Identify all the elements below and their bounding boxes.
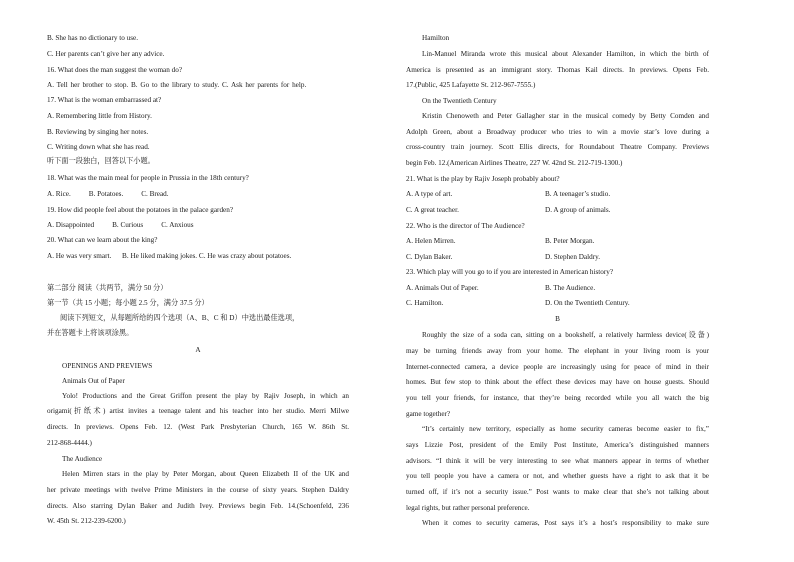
play-title: Hamilton: [422, 34, 450, 42]
paragraph-line: her private meetings with twelve Prime Ministers in the course of sixty years. Stephen Daldry: [47, 486, 349, 494]
paragraph-line: turned off, if it’s not a security issue.” Post wants to make clear that she’s not talking about: [406, 488, 709, 496]
answer-option: A. Animals Out of Paper.: [406, 284, 479, 292]
paragraph-line: Roughly the size of a soda can, sitting on a bookshelf, a relatively harmless device(设备): [422, 331, 709, 339]
play-title: On the Twentieth Century: [422, 97, 497, 105]
passage-heading: OPENINGS AND PREVIEWS: [62, 362, 153, 370]
paragraph-line: 17.(Public, 425 Lafayette St. 212-967-7555.): [406, 81, 536, 89]
paragraph-line: Yolo! Productions and the Great Griffon present the play by Rajiv Joseph, in which an: [62, 392, 349, 400]
paragraph-line: “It’s certainly new territory, especially as home security cameras become easier to fix,”: [422, 425, 709, 433]
question-18-options: A. Rice. B. Potatoes. C. Bread.: [47, 190, 169, 198]
reading-instruction: 并在答题卡上将该项涂黑。: [47, 329, 134, 337]
question-19: 19. How did people feel about the potatoes in the palace garden?: [47, 206, 234, 214]
question-16-options: A. Tell her brother to stop. B. Go to the library to study. C. Ask her parents for help.: [47, 81, 307, 89]
answer-option: A. Remembering little from History.: [47, 112, 152, 120]
answer-option: B. She has no dictionary to use.: [47, 34, 139, 42]
paragraph-line: you tell people you have a camera or not, and whether guests have a right to ask that it be: [406, 472, 709, 480]
answer-option: B. A teenager’s studio.: [545, 190, 611, 198]
question-16: 16. What does the man suggest the woman do?: [47, 66, 183, 74]
question-20-options: A. He was very smart. B. He liked making jokes. C. He was crazy about potatoes.: [47, 252, 292, 260]
paragraph-line: says Lizzie Post, president of the Emily Post Institute, America’s distinguished manners: [406, 441, 709, 449]
paragraph-line: Lin-Manuel Miranda wrote this musical about Alexander Hamilton, in which the birth of: [422, 50, 709, 58]
paragraph-line: game together?: [406, 410, 451, 418]
answer-option: D. On the Twentieth Century.: [545, 299, 630, 307]
paragraph-line: 212-868-4444.): [47, 439, 92, 447]
question-23: 23. Which play will you go to if you are interested in American history?: [406, 268, 614, 276]
paragraph-line: begin Feb. 12.(American Airlines Theatre, 227 W. 42nd St. 212-719-1300.): [406, 159, 623, 167]
paragraph-line: may be turning friends away from your home. The elephant in your living room is your: [406, 347, 709, 355]
answer-option: C. Dylan Baker.: [406, 253, 453, 261]
paragraph-line: directs. Also starring Dylan Baker and Judith Ivey. Previews begin Feb. 14.(Schoenfeld, 236: [47, 502, 349, 510]
answer-option: B. Peter Morgan.: [545, 237, 595, 245]
play-title: The Audience: [62, 455, 103, 463]
paragraph-line: W. 45th St. 212-239-6200.): [47, 517, 126, 525]
paragraph-line: advisors. “I think it will be very interesting to see what manners appear in terms of whether: [406, 457, 709, 465]
answer-option: B. The Audience.: [545, 284, 596, 292]
paragraph-line: Helen Mirren stars in the play by Peter Morgan, about Queen Elizabeth II of the UK and: [62, 470, 349, 478]
paragraph-line: origami(折纸术) artist invites a teenage talent and his teacher into her studio. Merri Milwe: [47, 407, 349, 415]
answer-option: D. A group of animals.: [545, 206, 611, 214]
section1-title: 第一节（共 15 小题；每小题 2.5 分，满分 37.5 分）: [47, 299, 209, 307]
paragraph-line: cross-country train journey. Scott Ellis directs, for Roundabout Theatre Company. Previews: [406, 143, 709, 151]
paragraph-line: Kristin Chenoweth and Peter Gallagher star in the musical comedy by Betty Comden and: [422, 112, 709, 120]
paragraph-line: directs. In previews. Opens Feb. 12. (West Park Presbyterian Church, 165 W. 86th St.: [47, 423, 349, 431]
answer-option: B. Reviewing by singing her notes.: [47, 128, 149, 136]
answer-option: C. Hamilton.: [406, 299, 444, 307]
paragraph-line: When it comes to security cameras, Post says it’s a host’s responsibility to make sure: [422, 519, 709, 527]
question-19-options: A. Disappointed B. Curious C. Anxious: [47, 221, 194, 229]
question-21: 21. What is the play by Rajiv Joseph probably about?: [406, 175, 560, 183]
paragraph-line: America is presented as an immigrant story. Thomas Kail directs. In previews. Opens Feb.: [406, 66, 709, 74]
answer-option: A. Helen Mirren.: [406, 237, 456, 245]
question-17: 17. What is the woman embarrassed at?: [47, 96, 162, 104]
question-20: 20. What can we learn about the king?: [47, 236, 158, 244]
answer-option: D. Stephen Daldry.: [545, 253, 601, 261]
passage-label: A: [195, 346, 201, 354]
listening-instruction: 听下面一段独白，回答以下小题。: [47, 157, 155, 165]
part2-title: 第二部分 阅读（共两节，满分 50 分）: [47, 284, 168, 292]
paragraph-line: Internet-connected camera, a device people are increasingly using for peace of mind in their: [406, 363, 709, 371]
paragraph-line: Adolph Green, about a Broadway producer who tries to win a movie star’s love during a: [406, 128, 709, 136]
answer-option: C. Her parents can’t give her any advice.: [47, 50, 165, 58]
answer-option: A. A type of art.: [406, 190, 453, 198]
reading-instruction: 阅读下列短文，从每题所给的四个选项（A、B、C 和 D）中选出最佳选项，: [60, 314, 300, 322]
play-title: Animals Out of Paper: [62, 377, 125, 385]
paragraph-line: homes. But few stop to think about the effect these devices may have on house guests. Should: [406, 378, 709, 386]
passage-label: B: [555, 315, 560, 323]
question-18: 18. What was the main meal for people in Prussia in the 18th century?: [47, 174, 249, 182]
paragraph-line: you tell your friends, for instance, that they’re being recorded while you all watch the big: [406, 394, 709, 402]
answer-option: C. Writing down what she has read.: [47, 143, 150, 151]
paragraph-line: legal rights, but rather personal preference.: [406, 504, 530, 512]
answer-option: C. A great teacher.: [406, 206, 459, 214]
question-22: 22. Who is the director of The Audience?: [406, 222, 525, 230]
